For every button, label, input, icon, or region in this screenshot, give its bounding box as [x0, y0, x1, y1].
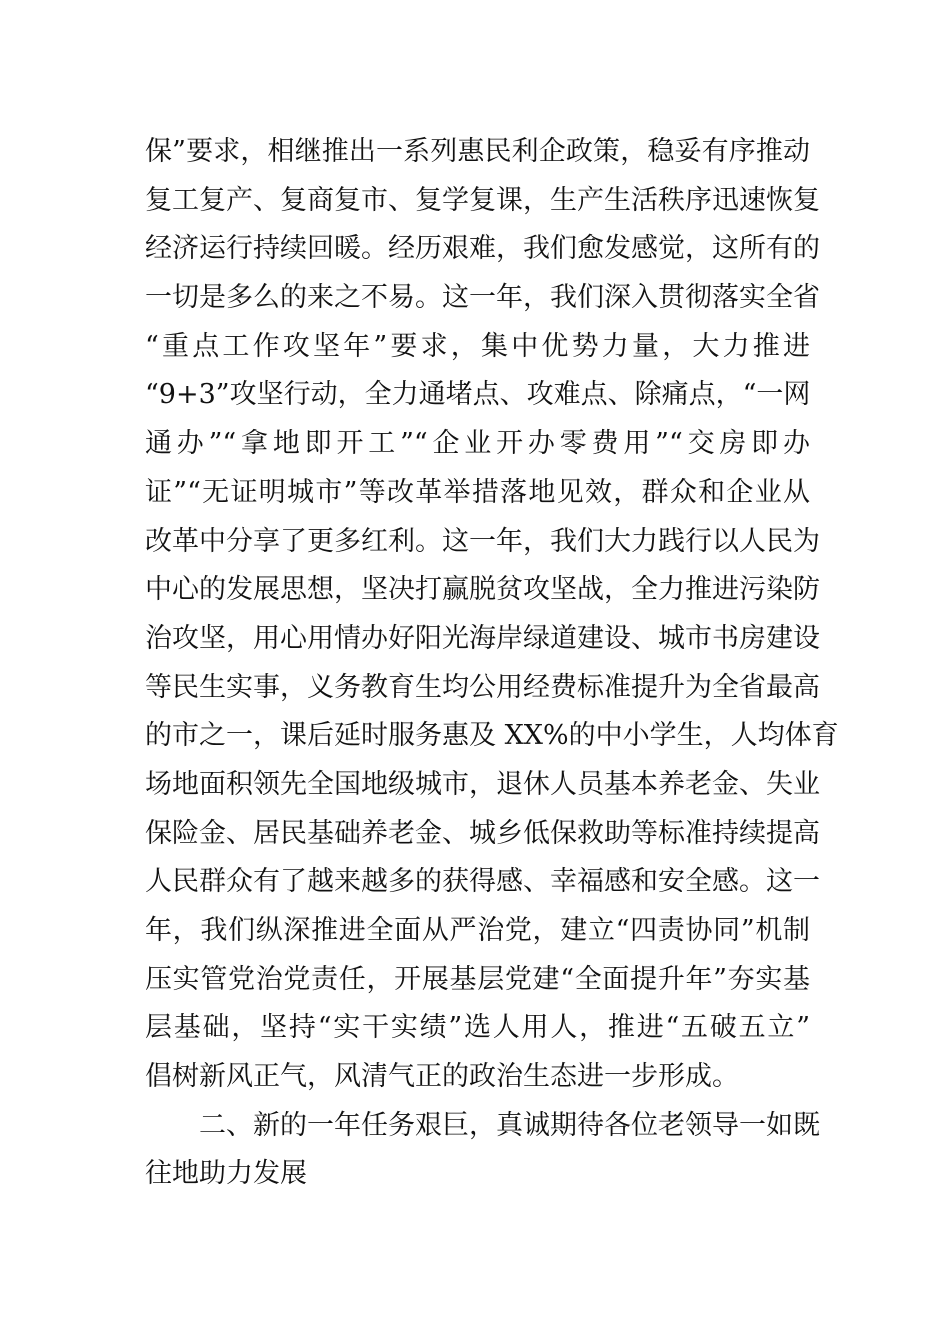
section-heading — [145, 1102, 820, 1199]
text-line: 治攻坚，用心用情办好阳光海岸绿道建设、城市书房建设 — [145, 622, 820, 654]
text-line: 场地面积领先全国地级城市，退休人员基本养老金、失业 — [145, 768, 820, 800]
text-line: 证”“无证明城市”等改革举措落地见效，群众和企业从 — [145, 476, 810, 508]
text-line: 层基础，坚持“实干实绩”选人用人，推进“五破五立” — [145, 1012, 810, 1044]
text-line: “9+3”攻坚行动，全力通堵点、攻难点、除痛点，“一网 — [145, 379, 811, 411]
text-line: 一切是多么的来之不易。这一年，我们深入贯彻落实全省 — [145, 282, 820, 314]
text-line: 保险金、居民基础养老金、城乡低保救助等标准持续提高 — [145, 817, 820, 849]
text-line: 复工复产、复商复市、复学复课，生产生活秩序迅速恢复 — [145, 184, 820, 216]
text-line: 中心的发展思想，坚决打赢脱贫攻坚战，全力推进污染防 — [145, 574, 820, 606]
text-line: 年，我们纵深推进全面从严治党，建立“四责协同”机制 — [145, 915, 810, 946]
paragraph — [145, 128, 839, 1102]
text-line: 改革中分享了更多红利。这一年，我们大力践行以人民为 — [145, 525, 820, 557]
text-line: 人民群众有了越来越多的获得感、幸福感和安全感。这一 — [145, 866, 820, 898]
text-line: 的市之一，课后延时服务惠及 XX%的中小学生，人均体育 — [145, 720, 839, 752]
text-line: 通办”“拿地即开工”“企业开办零费用”“交房即办 — [145, 428, 810, 460]
body-text — [145, 128, 839, 1199]
text-line: 压实管党治党责任，开展基层党建“全面提升年”夯实基 — [145, 963, 810, 995]
text-line: 保”要求，相继推出一系列惠民利企政策，稳妥有序推动 — [145, 136, 810, 167]
text-line: 经济运行持续回暖。经历艰难，我们愈发感觉，这所有的 — [145, 233, 820, 265]
text-line: 倡树新风正气，风清气正的政治生态进一步形成。 — [145, 1061, 739, 1093]
text-line: 等民生实事，义务教育生均公用经费标准提升为全省最高 — [145, 671, 820, 703]
text-line: “重点工作攻坚年”要求，集中优势力量，大力推进 — [145, 330, 810, 362]
heading-line: 二、新的一年任务艰巨，真诚期待各位老领导一如既 — [199, 1109, 820, 1141]
heading-line: 往地助力发展 — [145, 1158, 307, 1190]
